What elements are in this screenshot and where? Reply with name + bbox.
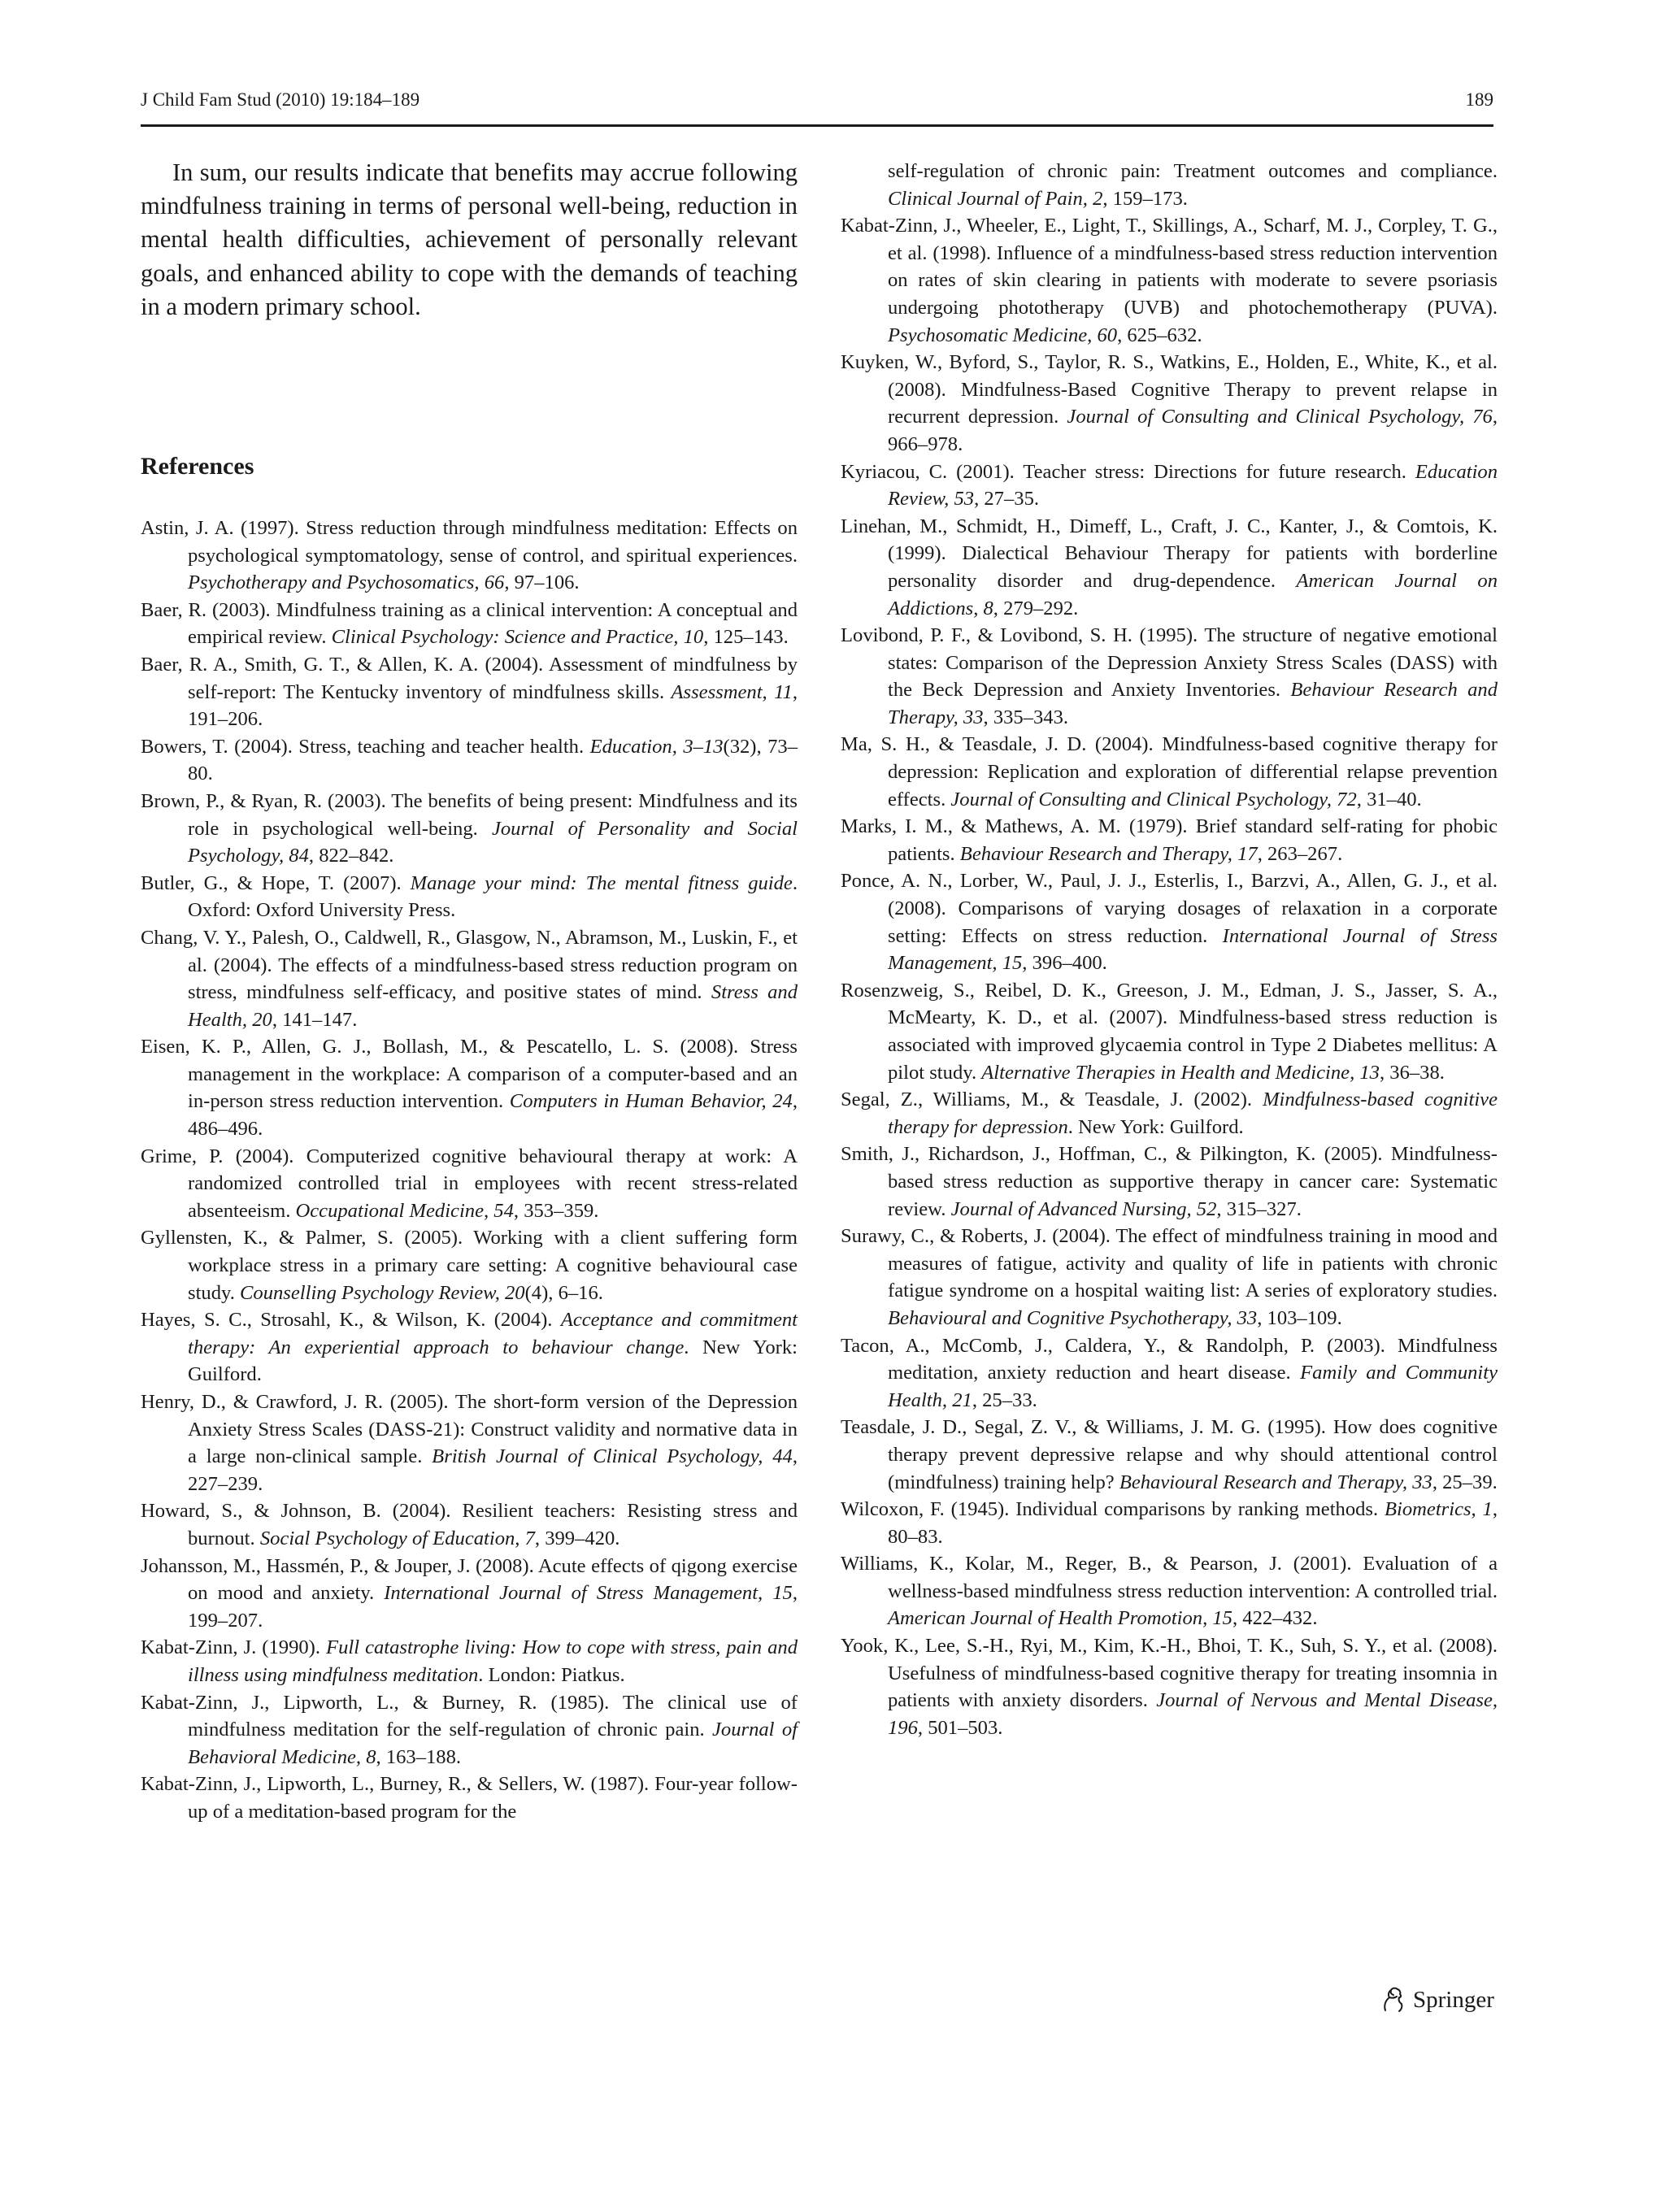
reference-entry: [841, 458, 1498, 513]
reference-text: . Oxford: Oxford University Press.: [188, 871, 798, 922]
reference-entry: [841, 731, 1498, 813]
reference-text: , 103–109.: [1257, 1306, 1342, 1329]
reference-source: Journal of Consulting and Clinical Psychology, 72: [950, 788, 1357, 810]
reference-text: Lovibond, P. F., & Lovibond, S. H. (1995). The structure of negative emotional states: Comparison of the Depression Anxiety Stress Scales (DASS) with the Beck Depression and Anxiety Inventories.: [841, 624, 1498, 702]
reference-text: Rosenzweig, S., Reibel, D. K., Greeson, J. M., Edman, J. S., Jasser, S. A., McMearty, K. D., et al. (2007). Mindfulness-based stress reduction is associated with improved glycaemia control in Type 2 Diabetes mellitus: A pilot study.: [841, 979, 1498, 1084]
reference-text: , 486–496.: [188, 1090, 798, 1141]
reference-text: Gyllensten, K., & Palmer, S. (2005). Working with a client suffering form workplace stress in a primary care setting: A cognitive behavioural case study.: [141, 1227, 798, 1304]
journal-citation: J Child Fam Stud (2010) 19:184–189: [141, 89, 420, 110]
reference-entry: [841, 212, 1498, 349]
reference-text: Linehan, M., Schmidt, H., Dimeff, L., Craft, J. C., Kanter, J., & Comtois, K. (1999). Dialectical Behaviour Therapy for patients with borderline personality disorder and drug-dependence.: [841, 515, 1498, 592]
reference-text: Surawy, C., & Roberts, J. (2004). The effect of mindfulness training in mood and measures of fatigue, activity and quality of life in patients with chronic fatigue syndrome on a hospital waiting list: A series of exploratory studies.: [841, 1225, 1498, 1302]
reference-text: , 31–40.: [1356, 788, 1422, 810]
reference-text: Marks, I. M., & Mathews, A. M. (1979). Brief standard self-rating for phobic patients.: [841, 815, 1498, 865]
reference-text: , 227–239.: [188, 1445, 798, 1495]
reference-entry: [841, 1086, 1498, 1141]
reference-entry: [141, 1143, 798, 1225]
reference-source: American Journal of Health Promotion, 15: [888, 1607, 1232, 1630]
reference-text: , 279–292.: [993, 597, 1079, 619]
reference-text: Chang, V. Y., Palesh, O., Caldwell, R., Glasgow, N., Abramson, M., Luskin, F., et al. (2004). The effects of a mindfulness-based stress reduction program on stress, mindfulness self-efficacy, and positive states of mind.: [141, 926, 798, 1004]
references-list-right: [841, 158, 1498, 1741]
reference-text: Eisen, K. P., Allen, G. J., Bollash, M., & Pescatello, L. S. (2008). Stress management in the workplace: A comparison of a computer-based and an in-person stress reduction intervention.: [141, 1036, 798, 1113]
reference-text: Smith, J., Richardson, J., Hoffman, C., & Pilkington, K. (2005). Mindfulness-based stress reduction as supportive therapy in cancer care: Systematic review.: [841, 1143, 1498, 1220]
reference-text: Johansson, M., Hassmén, P., & Jouper, J. (2008). Acute effects of qigong exercise on mood and anxiety.: [141, 1554, 798, 1605]
reference-source: Manage your mind: The mental fitness guide: [410, 871, 793, 894]
reference-source: Journal of Behavioral Medicine, 8: [188, 1719, 798, 1768]
reference-text: Yook, K., Lee, S.-H., Ryi, M., Kim, K.-H., Bhoi, T. K., Suh, S. Y., et al. (2008). Usefulness of mindfulness-based cognitive therapy for treating insomnia in patients with anxiety disorders.: [841, 1635, 1498, 1712]
reference-entry: [141, 1033, 798, 1142]
reference-entry: [141, 733, 798, 788]
reference-text: Brown, P., & Ryan, R. (2003). The benefits of being present: Mindfulness and its role in psychological well-being.: [141, 789, 798, 840]
reference-source: Clinical Journal of Pain, 2: [888, 187, 1103, 210]
reference-entry: [141, 1224, 798, 1306]
page-number: 189: [1465, 89, 1493, 110]
reference-text: , 25–39.: [1432, 1471, 1498, 1493]
reference-source: American Journal on Addictions, 8: [888, 569, 1498, 619]
reference-entry: [841, 1332, 1498, 1415]
reference-source: Counselling Psychology Review, 20: [240, 1281, 525, 1304]
reference-text: Howard, S., & Johnson, B. (2004). Resilient teachers: Resisting stress and burnout.: [141, 1500, 798, 1549]
reference-entry: [141, 924, 798, 1033]
reference-text: . New York: Guilford.: [1067, 1115, 1244, 1138]
reference-text: , 159–173.: [1102, 187, 1188, 210]
reference-text: Baer, R. A., Smith, G. T., & Allen, K. A. (2004). Assessment of mindfulness by self-report: The Kentucky inventory of mindfulness skills.: [141, 653, 798, 703]
summary-paragraph: In sum, our results indicate that benefits may accrue following mindfulness training in terms of personal well-being, reduction in mental health difficulties, achievement of personally relevant goals, and enhanced ability to cope with the demands of teaching in a modern primary school.: [141, 159, 798, 320]
reference-source: Stress and Health, 20: [188, 981, 798, 1031]
reference-text: , 396–400.: [1022, 952, 1107, 975]
references-heading: References: [141, 453, 254, 480]
reference-source: Alternative Therapies in Health and Medicine, 13: [981, 1061, 1380, 1084]
reference-entry: [141, 788, 798, 870]
reference-text: Wilcoxon, F. (1945). Individual comparisons by ranking methods.: [841, 1498, 1385, 1521]
reference-source: International Journal of Stress Management, 15: [888, 924, 1498, 975]
reference-entry: [141, 597, 798, 651]
reference-entry: [841, 1632, 1498, 1741]
reference-text: Ma, S. H., & Teasdale, J. D. (2004). Mindfulness-based cognitive therapy for depression: Replication and exploration of differential relapse prevention effects.: [841, 733, 1498, 810]
reference-text: Kabat-Zinn, J., Lipworth, L., & Burney, R. (1985). The clinical use of mindfulness meditation for the self-regulation of chronic pain.: [141, 1691, 798, 1741]
reference-text: , 966–978.: [888, 406, 1498, 455]
reference-source: Computers in Human Behavior, 24: [509, 1090, 793, 1113]
reference-text: , 353–359.: [513, 1199, 599, 1222]
reference-entry: [841, 1223, 1498, 1332]
reference-source: International Journal of Stress Management, 15: [384, 1582, 793, 1605]
reference-text: , 501–503.: [917, 1716, 1003, 1739]
reference-text: Segal, Z., Williams, M., & Teasdale, J. (2002).: [841, 1089, 1263, 1111]
reference-source: Social Psychology of Education, 7: [259, 1527, 535, 1549]
reference-entry: [841, 1141, 1498, 1223]
reference-entry: [841, 158, 1498, 212]
references-list-left: [141, 515, 798, 1826]
reference-entry: [841, 867, 1498, 976]
reference-text: Kabat-Zinn, J. (1990).: [141, 1636, 327, 1659]
reference-text: Kabat-Zinn, J., Lipworth, L., Burney, R., & Sellers, W. (1987). Four-year follow-up of a meditation-based program for the: [141, 1773, 798, 1823]
reference-source: Education Review, 53: [888, 460, 1498, 511]
reference-text: Henry, D., & Crawford, J. R. (2005). The short-form version of the Depression Anxiety Stress Scales (DASS-21): Construct validity and normative data in a large non-clinical sample.: [141, 1391, 798, 1468]
reference-entry: [141, 1689, 798, 1771]
reference-text: Hayes, S. C., Strosahl, K., & Wilson, K. (2004).: [141, 1309, 561, 1332]
reference-entry: [841, 349, 1498, 458]
reference-text: Astin, J. A. (1997). Stress reduction through mindfulness meditation: Effects on psychological symptomatology, sense of control, and spiritual experiences.: [141, 517, 798, 567]
reference-source: Acceptance and commitment therapy: An experiential approach to behaviour change: [188, 1309, 798, 1358]
reference-text: (4), 6–16.: [524, 1281, 603, 1304]
reference-source: Occupational Medicine, 54: [295, 1199, 514, 1222]
reference-source: Journal of Consulting and Clinical Psychology, 76: [1067, 406, 1493, 428]
reference-source: Full catastrophe living: How to cope with stress, pain and illness using mindfulness meditation: [188, 1636, 798, 1686]
publisher-logo: [1380, 1984, 1494, 2016]
reference-entry: [141, 651, 798, 733]
reference-text: Butler, G., & Hope, T. (2007).: [141, 871, 411, 894]
running-header: [141, 89, 1493, 122]
header-rule: [141, 124, 1493, 127]
reference-entry: [841, 1496, 1498, 1550]
reference-source: Behaviour Research and Therapy, 33: [888, 679, 1498, 728]
reference-entry: [141, 1771, 798, 1825]
reference-text: Williams, K., Kolar, M., Reger, B., & Pearson, J. (2001). Evaluation of a wellness-based mindfulness stress reduction intervention: A controlled trial.: [841, 1553, 1498, 1602]
publisher-name: Springer: [1413, 1986, 1494, 2013]
reference-text: . London: Piatkus.: [478, 1663, 625, 1686]
reference-source: Mindfulness-based cognitive therapy for depression: [888, 1089, 1498, 1138]
reference-entry: [841, 513, 1498, 622]
reference-text: , 335–343.: [983, 706, 1069, 728]
reference-source: Journal of Nervous and Mental Disease, 196: [888, 1689, 1498, 1739]
reference-text: , 399–420.: [534, 1527, 620, 1549]
reference-text: , 36–38.: [1379, 1061, 1445, 1084]
reference-source: Behavioural Research and Therapy, 33: [1119, 1471, 1432, 1493]
reference-entry: [141, 515, 798, 597]
reference-source: Behavioural and Cognitive Psychotherapy, 33: [888, 1306, 1258, 1329]
reference-text: , 125–143.: [703, 626, 789, 649]
reference-entry: [141, 1306, 798, 1388]
reference-text: , 263–267.: [1257, 842, 1343, 865]
reference-text: Grime, P. (2004). Computerized cognitive behavioural therapy at work: A randomized controlled trial in employees with recent stress-related absenteeism.: [141, 1145, 798, 1222]
reference-source: Journal of Personality and Social Psychology, 84: [188, 817, 798, 867]
reference-text: , 822–842.: [308, 845, 394, 867]
reference-source: Family and Community Health, 21: [888, 1362, 1498, 1411]
reference-text: , 97–106.: [504, 571, 580, 594]
reference-entry: [141, 1553, 798, 1635]
reference-entry: [141, 1634, 798, 1688]
reference-source: Biometrics, 1: [1385, 1498, 1493, 1521]
reference-source: Assessment, 11: [671, 680, 793, 703]
reference-entry: [141, 1388, 798, 1497]
reference-text: (32), 73–80.: [188, 735, 798, 785]
reference-text: , 25–33.: [972, 1388, 1037, 1411]
reference-text: Teasdale, J. D., Segal, Z. V., & Williams, J. M. G. (1995). How does cognitive therapy prevent depressive relapse and why should attentional control (mindfulness) training help?: [841, 1416, 1498, 1493]
reference-text: , 141–147.: [272, 1008, 358, 1031]
reference-source: Journal of Advanced Nursing, 52: [950, 1197, 1217, 1220]
reference-text: , 625–632.: [1117, 324, 1202, 346]
reference-source: Psychotherapy and Psychosomatics, 66: [188, 571, 505, 594]
reference-text: Ponce, A. N., Lorber, W., Paul, J. J., Esterlis, I., Barzvi, A., Allen, G. J., et al. (2008). Comparisons of varying dosages of relaxation in a corporate setting: Effects on stress reduction.: [841, 870, 1498, 947]
reference-text: self-regulation of chronic pain: Treatment outcomes and compliance.: [888, 160, 1498, 182]
reference-source: Education, 3–13: [589, 735, 724, 758]
reference-text: Tacon, A., McComb, J., Caldera, Y., & Randolph, P. (2003). Mindfulness meditation, anxiety reduction and heart disease.: [841, 1334, 1498, 1384]
left-column: [141, 156, 798, 324]
reference-entry: [841, 977, 1498, 1086]
reference-entry: [841, 813, 1498, 867]
reference-entry: [141, 870, 798, 924]
reference-text: , 191–206.: [188, 680, 798, 731]
reference-text: . New York: Guilford.: [188, 1336, 798, 1386]
reference-text: Bowers, T. (2004). Stress, teaching and teacher health.: [141, 735, 590, 758]
springer-horse-icon: [1380, 1986, 1405, 2014]
reference-source: Clinical Psychology: Science and Practice, 10: [331, 626, 704, 649]
reference-entry: [841, 1550, 1498, 1632]
reference-text: Baer, R. (2003). Mindfulness training as a clinical intervention: A conceptual and empirical review.: [141, 598, 798, 649]
reference-text: , 422–432.: [1232, 1607, 1318, 1630]
reference-entry: [841, 622, 1498, 731]
reference-source: British Journal of Clinical Psychology, 44: [432, 1445, 793, 1468]
reference-text: , 163–188.: [376, 1745, 462, 1768]
reference-source: Behaviour Research and Therapy, 17: [959, 842, 1258, 865]
reference-text: Kuyken, W., Byford, S., Taylor, R. S., Watkins, E., Holden, E., White, K., et al. (2008). Mindfulness-Based Cognitive Therapy to prevent relapse in recurrent depression.: [841, 351, 1498, 428]
reference-text: , 199–207.: [188, 1582, 798, 1632]
reference-text: Kabat-Zinn, J., Wheeler, E., Light, T., Skillings, A., Scharf, M. J., Corpley, T. G., et al. (1998). Influence of a mindfulness-based stress reduction intervention on rates of skin clearing in patients with moderate to severe psoriasis undergoing phototherapy (UVB) and photochemotherapy (PUVA).: [841, 215, 1498, 319]
reference-text: Kyriacou, C. (2001). Teacher stress: Directions for future research.: [841, 460, 1415, 483]
reference-text: , 315–327.: [1216, 1197, 1302, 1220]
reference-source: Psychosomatic Medicine, 60: [888, 324, 1118, 346]
reference-text: , 27–35.: [974, 488, 1040, 511]
reference-entry: [841, 1414, 1498, 1496]
reference-text: , 80–83.: [888, 1498, 1498, 1548]
reference-entry: [141, 1497, 798, 1552]
